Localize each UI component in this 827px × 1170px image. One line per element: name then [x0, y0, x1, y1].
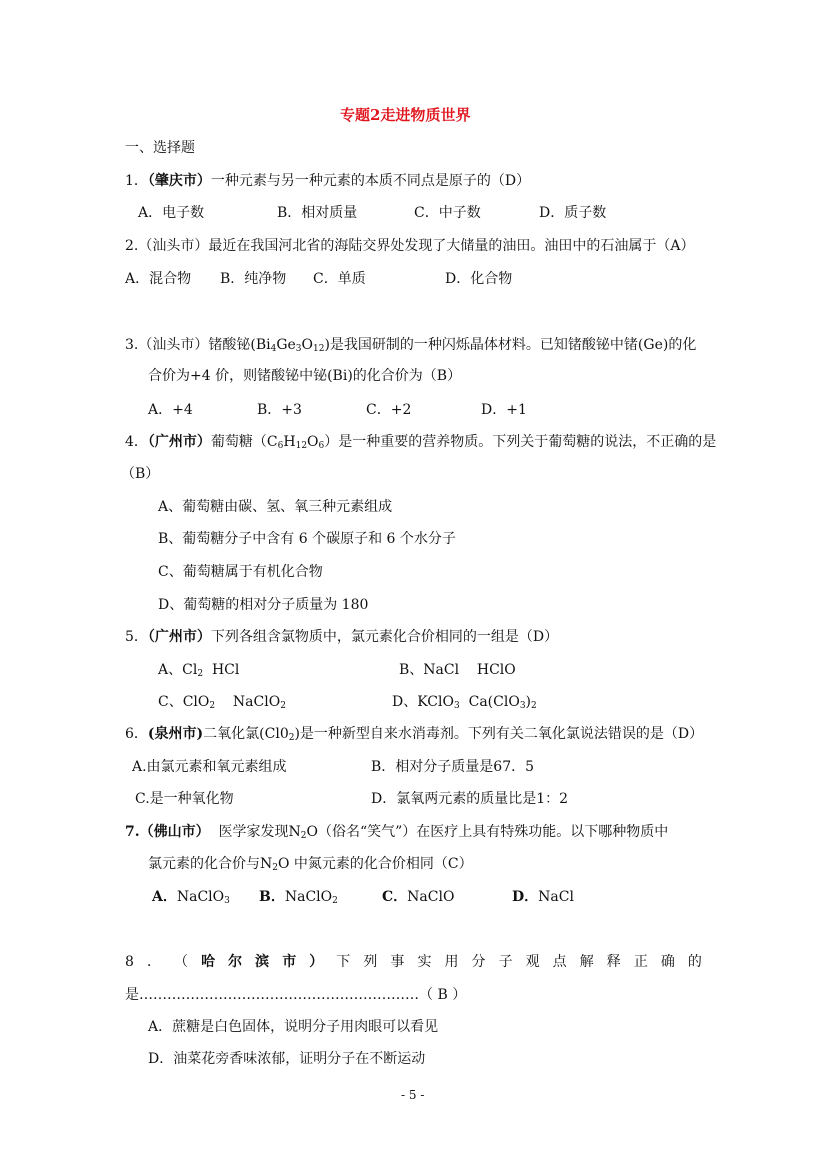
- q4-text-4: ）是一种重要的营养物质。下列关于葡萄糖的说法，不正确的是: [324, 434, 717, 450]
- q2-option-b: B．纯净物: [220, 271, 287, 287]
- q4-option-d: D、葡萄糖的相对分子质量为 180: [158, 597, 369, 613]
- q5-c-text: C、ClO: [158, 694, 210, 710]
- q6-text-1: 二氧化氯(Cl0: [203, 726, 289, 742]
- q7-b-sub: 2: [332, 896, 338, 906]
- q4-option-a: A、葡萄糖由碳、氢、氧三种元素组成: [158, 499, 393, 515]
- q8-token: 正: [633, 954, 648, 970]
- q7-sub-1: 2: [300, 831, 307, 841]
- q4-option-b: B、葡萄糖分子中含有 6 个碳原子和 6 个水分子: [158, 531, 456, 547]
- page-number: - 5 -: [401, 1088, 425, 1102]
- page-title: 专题2走进物质世界: [340, 106, 471, 124]
- q6-option-c: C.是一种氧化物: [135, 791, 234, 807]
- q8-token: 下: [336, 954, 351, 970]
- q7-option-b: [259, 888, 338, 906]
- question-8: [125, 953, 702, 971]
- q8-token: 的: [687, 954, 702, 970]
- q5-region: （广州市）: [147, 629, 211, 645]
- q8-token: 分: [471, 954, 486, 970]
- q7-line-2: [148, 855, 473, 873]
- q7-c-text: NaClO: [407, 889, 455, 905]
- q3-text-3: O: [301, 337, 314, 353]
- q5-a-sub: 2: [197, 669, 204, 679]
- q7-line2-post: O 中氮元素的化合价相同（C）: [277, 856, 473, 872]
- q1-option-c: C．中子数: [414, 205, 481, 221]
- q3-sub-3: 12: [313, 344, 325, 354]
- q8-option-a: A．蔗糖是白色固体，说明分子用肉眼可以看见: [148, 1019, 439, 1035]
- q7-b-text: NaClO: [284, 889, 333, 905]
- q6-option-b: B．相对分子质量是67．5: [371, 759, 535, 775]
- q5-a-text: A、Cl: [158, 662, 198, 678]
- q5-option-d: [392, 693, 537, 711]
- q6-number: 6．: [125, 726, 148, 742]
- question-4: [125, 433, 716, 451]
- q7-line2-sub: 2: [272, 863, 278, 873]
- question-5: [125, 628, 558, 646]
- q8-token: 列: [363, 954, 378, 970]
- q3-line-2: 合价为+4 价，则锗酸铋中铋(Bi)的化合价为（B）: [148, 368, 462, 384]
- q6-option-a: A.由氯元素和氧元素组成: [132, 759, 287, 775]
- q4-text-3: O: [307, 434, 319, 450]
- q3-option-d: D．+1: [481, 402, 527, 418]
- q8-option-d: D．油菜花旁香味浓郁，证明分子在不断运动: [148, 1051, 426, 1067]
- q6-sub-1: 2: [288, 733, 295, 743]
- q8-token: 实: [417, 954, 432, 970]
- q5-a-post: HCl: [203, 662, 240, 678]
- q5-c-sub: 2: [209, 701, 216, 711]
- q7-d-text: NaCl: [538, 889, 574, 905]
- q7-option-c: [382, 888, 454, 906]
- q8-token: 尔: [228, 954, 243, 970]
- q2-option-d: D．化合物: [445, 271, 513, 287]
- q3-text-1: 3.（汕头市）锗酸铋(Bi: [125, 337, 271, 353]
- q8-token: （: [174, 954, 189, 970]
- q4-text-2: H: [283, 434, 296, 450]
- question-6: [125, 725, 703, 743]
- q4-option-c: C、葡萄糖属于有机化合物: [158, 564, 323, 580]
- q5-d-text: D、KClO: [392, 694, 454, 710]
- q7-option-a: [152, 888, 230, 906]
- q1-number: 1．: [125, 173, 148, 189]
- q8-token: ．: [146, 954, 161, 970]
- q8-token: 8: [125, 954, 134, 970]
- q3-text-4: )是我国研制的一种闪烁晶体材料。已知锗酸铋中锗(Ge)的化: [324, 337, 697, 353]
- q7-option-d: [512, 888, 574, 906]
- q1-text: 一种元素与另一种元素的本质不同点是原子的（D）: [210, 173, 531, 189]
- q4-answer: （B）: [121, 466, 160, 482]
- q5-number: 5．: [125, 629, 148, 645]
- question-3: [125, 336, 696, 354]
- q8-line-2: 是……………………………………………………（ B ）: [125, 987, 467, 1003]
- q4-number: 4．: [125, 434, 148, 450]
- q4-text-1: 葡萄糖（C: [210, 434, 278, 450]
- q3-option-a: A．+4: [148, 402, 193, 418]
- q7-text-1: 医学家发现N: [209, 824, 301, 840]
- q8-token: 哈: [201, 954, 216, 970]
- q3-option-b: B．+3: [257, 402, 302, 418]
- q2-option-c: C．单质: [313, 271, 366, 287]
- q7-b-label: B．: [259, 889, 285, 905]
- q8-token: 事: [390, 954, 405, 970]
- question-7: [125, 823, 668, 841]
- q5-c-sub2: 2: [280, 701, 286, 711]
- q3-sub-2: 3: [295, 344, 302, 354]
- q8-token: ）: [309, 954, 324, 970]
- q4-region: （广州市）: [147, 434, 211, 450]
- q3-text-2: Ge: [276, 337, 296, 353]
- question-1: [125, 172, 530, 190]
- q5-c-mid: NaClO: [215, 694, 281, 710]
- q8-token: 子: [498, 954, 513, 970]
- q1-option-d: D．质子数: [539, 205, 607, 221]
- q7-a-label: A．: [152, 889, 177, 905]
- q1-region: （肇庆市）: [147, 173, 211, 189]
- q8-token: 释: [606, 954, 621, 970]
- q5-option-c: [158, 693, 286, 711]
- q7-a-text: NaClO: [176, 889, 225, 905]
- q7-d-label: D．: [512, 889, 539, 905]
- q8-token: 用: [444, 954, 459, 970]
- q7-text-2: O（俗名“笑气”）在医疗上具有特殊功能。以下哪种物质中: [306, 824, 669, 840]
- q5-d-sub3: 2: [531, 701, 537, 711]
- q5-d-sub: 3: [453, 701, 460, 711]
- q1-option-a: A．电子数: [138, 205, 205, 221]
- q7-a-sub: 3: [224, 896, 230, 906]
- section-heading: 一、选择题: [125, 140, 195, 156]
- q6-region: (泉州市): [147, 726, 204, 742]
- q5-d-sub2: 3: [519, 701, 526, 711]
- q2-option-a: A．混合物: [125, 271, 192, 287]
- q3-sub-1: 4: [270, 344, 277, 354]
- q7-region: （佛山市）: [139, 824, 210, 840]
- question-2: 2.（汕头市）最近在我国河北省的海陆交界处发现了大储量的油田。油田中的石油属于（A）: [125, 238, 695, 254]
- q4-sub-3: 6: [318, 441, 325, 451]
- q5-d-post: ): [525, 694, 532, 710]
- q8-token: 观: [525, 954, 540, 970]
- q7-line2-text: 氯元素的化合价与N: [148, 856, 273, 872]
- q4-sub-2: 12: [295, 441, 308, 451]
- q8-token: 点: [552, 954, 567, 970]
- q6-option-d: D．氯氧两元素的质量比是1：2: [371, 791, 569, 807]
- q8-token: 解: [579, 954, 594, 970]
- q8-token: 市: [282, 954, 297, 970]
- q5-text: 下列各组含氯物质中，氯元素化合价相同的一组是（D）: [210, 629, 559, 645]
- q6-text-2: )是一种新型自来水消毒剂。下列有关二氧化氯说法错误的是（D）: [294, 726, 704, 742]
- q5-d-mid: Ca(ClO: [459, 694, 520, 710]
- q5-option-b: B、NaCl HClO: [399, 662, 516, 678]
- q1-option-b: B．相对质量: [277, 205, 358, 221]
- q5-option-a: [158, 661, 239, 679]
- q8-token: 确: [660, 954, 675, 970]
- q4-sub-1: 6: [277, 441, 284, 451]
- q8-token: 滨: [255, 954, 270, 970]
- q3-option-c: C．+2: [366, 402, 412, 418]
- q7-c-label: C．: [382, 889, 408, 905]
- q7-number: 7.: [125, 824, 140, 840]
